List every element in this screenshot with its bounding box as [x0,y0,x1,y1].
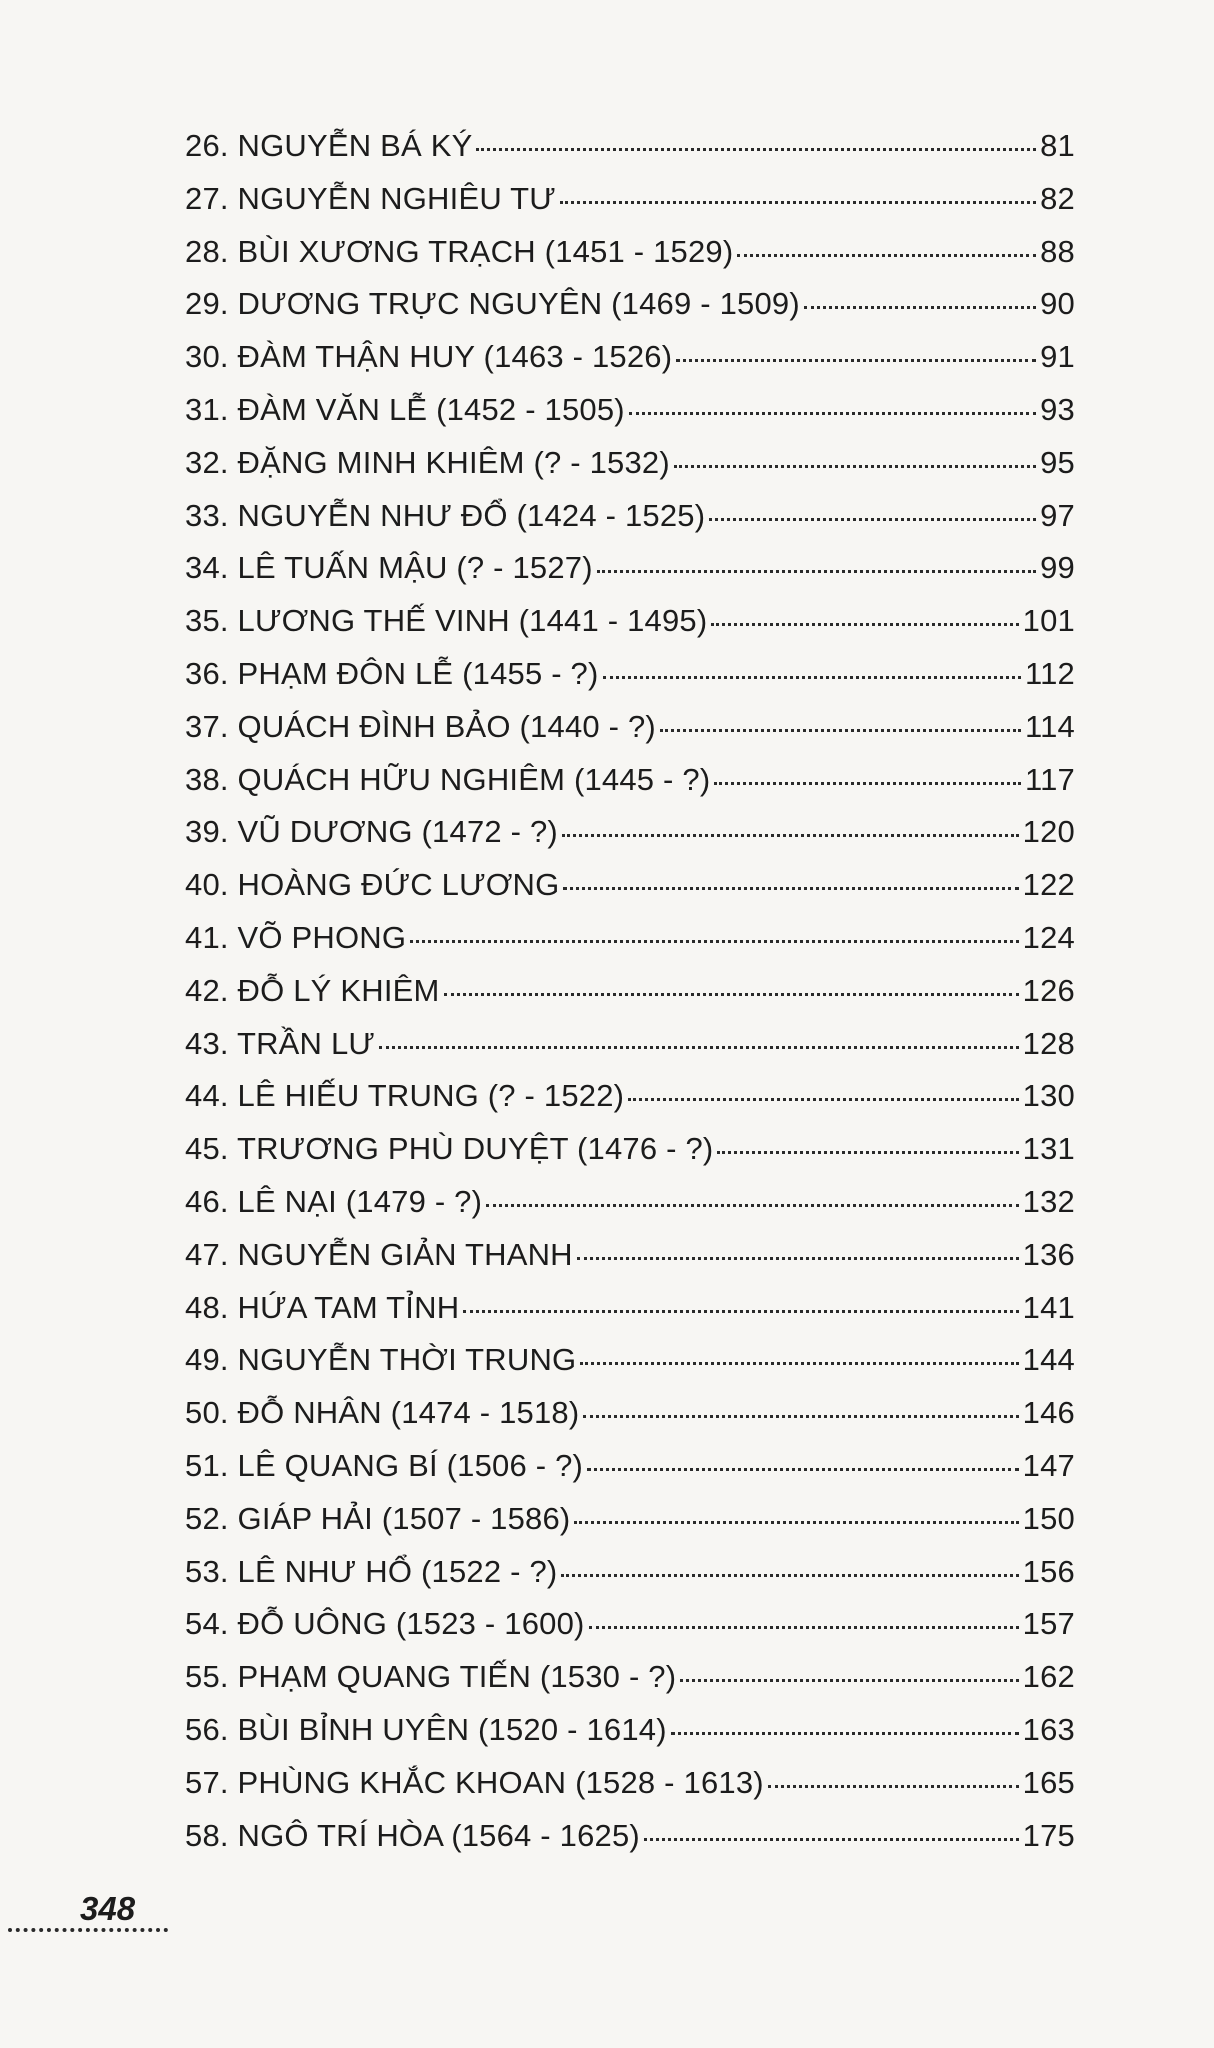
dot-leader [577,1257,1019,1260]
toc-entry [185,656,1075,709]
dot-leader [714,782,1021,785]
toc-entry [185,1554,1075,1607]
toc-entry-page: 165 [1022,1764,1075,1800]
dot-leader [674,465,1036,468]
toc-entry-page: 157 [1022,1606,1075,1642]
toc-entry-page: 162 [1022,1659,1075,1695]
toc-entry-page: 130 [1022,1078,1075,1114]
dot-leader [644,1838,1019,1841]
toc-entry-page: 91 [1040,339,1075,375]
toc-entry [185,709,1075,762]
toc-entry-title: 57. PHÙNG KHẮC KHOAN (1528 - 1613) [185,1764,764,1800]
toc-entry [185,181,1075,234]
toc-entry-title: 56. BÙI BỈNH UYÊN (1520 - 1614) [185,1711,667,1747]
dot-leader [444,993,1019,996]
toc-entry-title: 41. VÕ PHONG [185,919,407,955]
toc-entry [185,1765,1075,1818]
toc-entry-page: 136 [1022,1236,1075,1272]
dot-leader [410,940,1018,943]
toc-entry-page: 81 [1040,128,1075,163]
dot-leader [709,518,1036,521]
dot-leader [562,834,1019,837]
toc-entry-page: 131 [1022,1131,1075,1167]
toc-entry [185,128,1075,181]
toc-entry-title: 37. QUÁCH ĐÌNH BẢO (1440 - ?) [185,708,656,744]
toc-entry [185,1501,1075,1554]
toc-entry-page: 122 [1022,867,1075,903]
dot-leader [589,1626,1019,1629]
dot-leader [580,1362,1018,1365]
toc-entry [185,1131,1075,1184]
page-number: 348 [80,1890,136,1927]
toc-entry-title: 40. HOÀNG ĐỨC LƯƠNG [185,867,560,903]
dot-leader [737,254,1036,257]
toc-entry-title: 54. ĐỖ UÔNG (1523 - 1600) [185,1606,585,1642]
toc-entry-page: 120 [1022,814,1075,850]
toc-entry-title: 33. NGUYỄN NHƯ ĐỔ (1424 - 1525) [185,497,706,533]
toc-entry-page: 82 [1040,180,1075,216]
toc-entry-title: 30. ĐÀM THẬN HUY (1463 - 1526) [185,339,673,375]
toc-entry-title: 29. DƯƠNG TRỰC NGUYÊN (1469 - 1509) [185,286,800,322]
dot-leader [597,570,1036,573]
toc-entry-title: 49. NGUYỄN THỜI TRUNG [185,1342,577,1378]
toc-entry-page: 95 [1040,444,1075,480]
dot-leader [804,306,1036,309]
dot-leader [603,676,1021,679]
table-of-contents [185,128,1075,1870]
toc-entry-page: 128 [1022,1025,1075,1061]
toc-entry [185,920,1075,973]
toc-entry-page: 141 [1022,1289,1075,1325]
toc-entry [185,973,1075,1026]
toc-entry-page: 93 [1040,391,1075,427]
toc-entry-page: 126 [1022,972,1075,1008]
toc-entry-page: 99 [1040,550,1075,586]
dot-leader [476,148,1036,151]
toc-entry-page: 90 [1040,286,1075,322]
toc-entry [185,1818,1075,1871]
toc-entry-page: 101 [1022,603,1075,639]
toc-entry [185,1659,1075,1712]
toc-entry [185,762,1075,815]
toc-entry-page: 146 [1022,1395,1075,1431]
toc-entry-title: 39. VŨ DƯƠNG (1472 - ?) [185,814,558,850]
toc-entry-title: 26. NGUYỄN BÁ KÝ [185,128,473,163]
toc-entry-title: 36. PHẠM ĐÔN LỄ (1455 - ?) [185,655,599,691]
toc-entry-title: 34. LÊ TUẤN MẬU (? - 1527) [185,550,593,586]
dot-leader [583,1415,1018,1418]
dot-leader [671,1732,1019,1735]
dot-leader [463,1310,1018,1313]
toc-entry [185,814,1075,867]
toc-entry-page: 175 [1022,1817,1075,1853]
dot-leader [561,1574,1018,1577]
toc-entry-title: 58. NGÔ TRÍ HÒA (1564 - 1625) [185,1817,640,1853]
toc-entry-page: 97 [1040,497,1075,533]
toc-entry-page: 114 [1024,708,1075,744]
toc-entry [185,392,1075,445]
toc-entry [185,867,1075,920]
dot-leader [768,1785,1019,1788]
toc-entry-title: 51. LÊ QUANG BÍ (1506 - ?) [185,1447,584,1483]
dot-leader [379,1046,1019,1049]
toc-entry-page: 156 [1022,1553,1075,1589]
toc-entry-title: 35. LƯƠNG THẾ VINH (1441 - 1495) [185,603,708,639]
dot-leader [711,623,1018,626]
toc-entry-title: 28. BÙI XƯƠNG TRẠCH (1451 - 1529) [185,233,734,269]
toc-entry [185,286,1075,339]
toc-entry-title: 52. GIÁP HẢI (1507 - 1586) [185,1500,571,1536]
toc-entry-page: 150 [1022,1500,1075,1536]
toc-entry [185,1078,1075,1131]
toc-entry-page: 117 [1024,761,1075,797]
toc-entry [185,234,1075,287]
toc-entry [185,498,1075,551]
toc-entry-title: 27. NGUYỄN NGHIÊU TƯ [185,180,556,216]
toc-entry [185,1237,1075,1290]
toc-entry-title: 46. LÊ NẠI (1479 - ?) [185,1183,483,1219]
toc-entry [185,1606,1075,1659]
dot-leader [563,887,1018,890]
toc-entry-title: 53. LÊ NHƯ HỔ (1522 - ?) [185,1553,558,1589]
toc-entry-title: 45. TRƯƠNG PHÙ DUYỆT (1476 - ?) [185,1131,714,1167]
dot-leader [587,1468,1019,1471]
toc-entry [185,1395,1075,1448]
toc-entry-title: 42. ĐỖ LÝ KHIÊM [185,972,440,1008]
dot-leader [717,1151,1018,1154]
toc-entry-title: 55. PHẠM QUANG TIẾN (1530 - ?) [185,1659,677,1695]
dot-leader [680,1679,1018,1682]
toc-entry [185,445,1075,498]
toc-entry-page: 124 [1022,919,1075,955]
toc-entry [185,1448,1075,1501]
toc-entry-title: 43. TRẦN LƯ [185,1025,376,1061]
toc-entry-page: 112 [1024,655,1075,691]
folio-dotted-rule [8,1928,168,1932]
dot-leader [676,359,1036,362]
toc-entry [185,1342,1075,1395]
dot-leader [629,412,1036,415]
toc-entry-page: 144 [1022,1342,1075,1378]
toc-entry-page: 147 [1022,1447,1075,1483]
toc-entry-title: 38. QUÁCH HỮU NGHIÊM (1445 - ?) [185,761,711,797]
toc-entry-page: 88 [1040,233,1075,269]
toc-entry-title: 50. ĐỖ NHÂN (1474 - 1518) [185,1395,580,1431]
toc-entry [185,603,1075,656]
toc-entry [185,1026,1075,1079]
dot-leader [560,201,1036,204]
toc-entry-page: 132 [1022,1183,1075,1219]
dot-leader [486,1204,1019,1207]
toc-entry-title: 32. ĐẶNG MINH KHIÊM (? - 1532) [185,444,670,480]
toc-entry [185,1712,1075,1765]
toc-entry-title: 44. LÊ HIẾU TRUNG (? - 1522) [185,1078,625,1114]
toc-entry-title: 47. NGUYỄN GIẢN THANH [185,1236,573,1272]
dot-leader [574,1521,1018,1524]
toc-entry-title: 31. ĐÀM VĂN LỄ (1452 - 1505) [185,391,625,427]
toc-entry [185,550,1075,603]
dot-leader [660,729,1021,732]
toc-entry-page: 163 [1022,1711,1075,1747]
toc-entry-title: 48. HỨA TAM TỈNH [185,1289,460,1325]
toc-entry [185,1290,1075,1343]
toc-entry [185,339,1075,392]
toc-entry [185,1184,1075,1237]
dot-leader [628,1098,1018,1101]
